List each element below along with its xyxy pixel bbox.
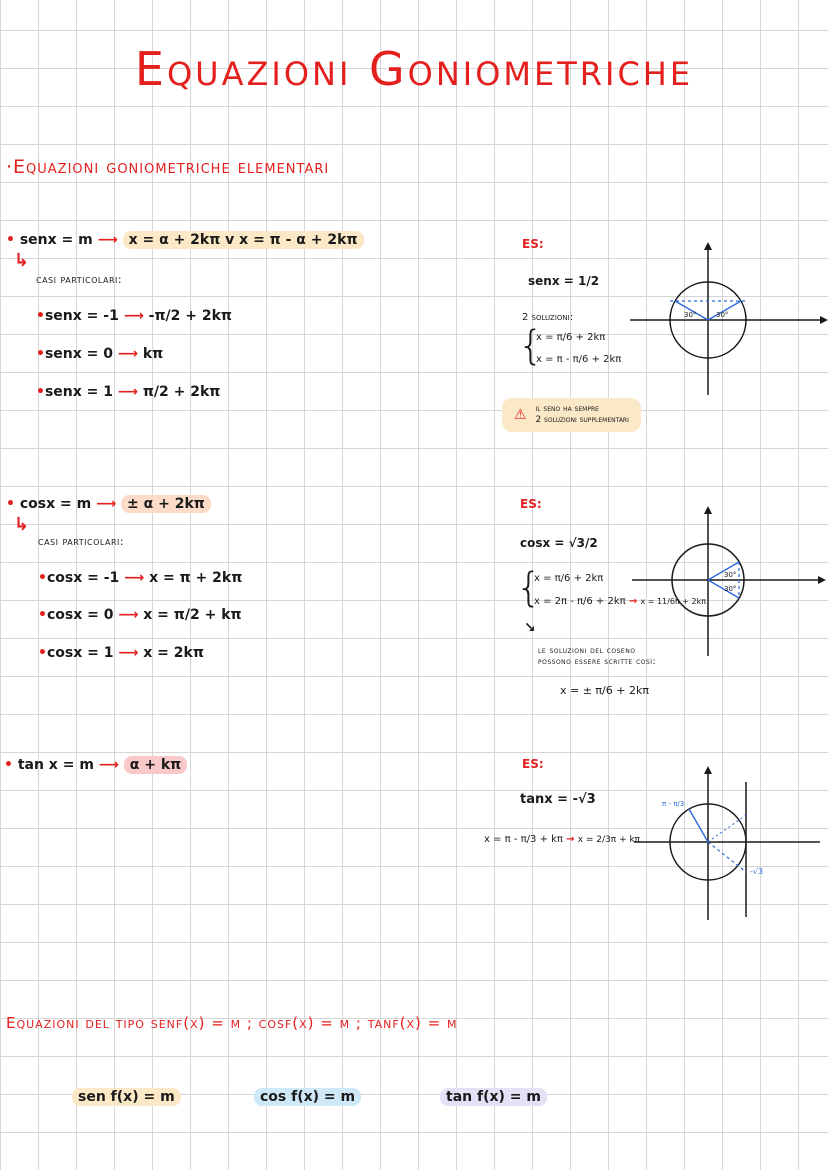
arrow-icon: ⟶ <box>117 384 138 400</box>
brace-icon: { <box>518 323 544 369</box>
sin-unit-circle-diagram <box>630 240 828 400</box>
sin-c3-right: π/2 + 2kπ <box>142 384 221 400</box>
sin-angle-left: 30° <box>684 311 697 319</box>
sin-main-left: senx = m <box>19 232 93 248</box>
sin-note-line-1: il seno ha sempre <box>535 404 599 414</box>
tan-main-right: α + kπ <box>124 756 187 774</box>
x-axis-arrow <box>818 576 826 584</box>
cos-case-1: •cosx = -1 ⟶ x = π + 2kπ <box>38 570 243 586</box>
tan-angle-label: π - π/3 <box>662 800 685 808</box>
cos-case-3: •cosx = 1 ⟶ x = 2kπ <box>38 645 204 661</box>
section-heading-elementary: ·Equazioni goniometriche elementari <box>6 156 330 178</box>
sin-c1-left: senx = -1 <box>44 308 119 324</box>
cos-c1-left: cosx = -1 <box>46 570 120 586</box>
cos-solution-2-text: x = 2π - π/6 + 2kπ <box>534 596 626 607</box>
sin-sol-label: 2 soluzioni: <box>522 312 574 323</box>
bottom-item-sen: sen f(x) = m <box>72 1088 181 1106</box>
sin-note-box <box>502 398 641 432</box>
tan-solution-simplified: x = 2/3π + kπ <box>577 835 641 845</box>
arrow-icon: ⟶ <box>123 308 144 324</box>
sin-c1-right: -π/2 + 2kπ <box>148 308 232 324</box>
sin-case-3: •senx = 1 ⟶ π/2 + 2kπ <box>36 384 221 400</box>
sin-main-right: x = α + 2kπ v x = π - α + 2kπ <box>123 231 364 249</box>
sin-es-equation: senx = 1/2 <box>528 274 600 288</box>
cos-casi-label: casi particolari: <box>38 535 125 548</box>
sin-es-label: ES: <box>522 237 544 251</box>
arrow-icon: ⟶ <box>98 757 119 773</box>
arrow-icon: ⟶ <box>124 570 145 586</box>
cos-c2-right: x = π/2 + kπ <box>143 607 242 623</box>
dotted-reference <box>708 815 746 842</box>
cos-main-right: ± α + 2kπ <box>121 495 211 513</box>
cos-unit-circle-diagram <box>632 504 828 660</box>
cos-c3-right: x = 2kπ <box>143 645 204 661</box>
tan-main-left: tan x = m <box>17 757 94 773</box>
cos-angle-lower: 30° <box>724 585 737 593</box>
arrow-icon: ⟶ <box>118 607 139 623</box>
curved-arrow-icon: ↳ <box>14 514 30 535</box>
cos-es-label: ES: <box>520 497 542 511</box>
x-axis-arrow <box>820 316 828 324</box>
cos-solution-2-simplified: x = 11/6π + 2kπ <box>640 597 707 606</box>
tan-solution-text: x = π - π/3 + kπ <box>484 834 563 845</box>
cos-c1-right: x = π + 2kπ <box>149 570 243 586</box>
curved-arrow-icon: ↳ <box>14 250 30 271</box>
sin-solution-1: x = π/6 + 2kπ <box>536 332 606 343</box>
tan-es-equation: tanx = -√3 <box>520 792 596 807</box>
sin-c2-left: senx = 0 <box>44 346 113 362</box>
y-axis-arrow <box>704 242 712 250</box>
bottom-item-tan: tan f(x) = m <box>440 1088 547 1106</box>
cos-es-equation: cosx = √3/2 <box>520 536 598 550</box>
arrow-icon: ⟶ <box>97 232 118 248</box>
tan-formula: • tan x = m ⟶ α + kπ <box>4 757 187 773</box>
cos-formula: • cosx = m ⟶ ± α + 2kπ <box>6 496 211 512</box>
sin-case-2: •senx = 0 ⟶ kπ <box>36 346 164 362</box>
cos-compact-solution: x = ± π/6 + 2kπ <box>560 684 649 697</box>
sin-case-1: •senx = -1 ⟶ -π/2 + 2kπ <box>36 308 232 324</box>
down-arrow-icon: ↘ <box>524 620 536 636</box>
tan-value-label: -√3 <box>750 867 764 876</box>
radius-angle <box>689 809 708 842</box>
sin-angle-right: 30° <box>716 311 729 319</box>
arrow-icon: ⟶ <box>118 645 139 661</box>
cos-case-2: •cosx = 0 ⟶ x = π/2 + kπ <box>38 607 242 623</box>
section-heading-composite: Equazioni del tipo senf(x) = m ; cosf(x) = m ; tanf(x) = m <box>6 1014 458 1032</box>
tan-unit-circle-diagram <box>634 762 828 922</box>
cos-solution-1: x = π/6 + 2kπ <box>534 573 604 584</box>
arrow-icon: → <box>566 834 575 845</box>
extension-line <box>708 842 746 872</box>
sin-c2-right: kπ <box>142 346 164 362</box>
sin-c3-left: senx = 1 <box>44 384 113 400</box>
y-axis-arrow <box>704 766 712 774</box>
y-axis-arrow <box>704 506 712 514</box>
cos-angle-upper: 30° <box>724 571 737 579</box>
warning-icon: ⚠ <box>514 406 527 423</box>
arrow-icon: ⟶ <box>117 346 138 362</box>
cos-note-line-1: le soluzioni del coseno <box>538 646 636 656</box>
sin-formula: • senx = m ⟶ x = α + 2kπ v x = π - α + 2kπ <box>6 232 364 248</box>
cos-c2-left: cosx = 0 <box>46 607 114 623</box>
brace-icon: { <box>516 565 542 611</box>
arrow-icon: → <box>628 596 638 607</box>
bottom-item-cos: cos f(x) = m <box>254 1088 361 1106</box>
cos-main-left: cosx = m <box>19 496 92 512</box>
cos-note-line-2: possono essere scritte così: <box>538 657 657 667</box>
arrow-icon: ⟶ <box>96 496 117 512</box>
sin-solution-2: x = π - π/6 + 2kπ <box>536 354 622 365</box>
tan-solution <box>484 834 640 845</box>
cos-c3-left: cosx = 1 <box>46 645 114 661</box>
sin-note-line-2: 2 soluzioni supplementari <box>535 415 629 425</box>
tan-es-label: ES: <box>522 757 544 771</box>
sin-casi-label: casi particolari: <box>36 273 123 286</box>
page-title: Equazioni Goniometriche <box>134 42 694 96</box>
